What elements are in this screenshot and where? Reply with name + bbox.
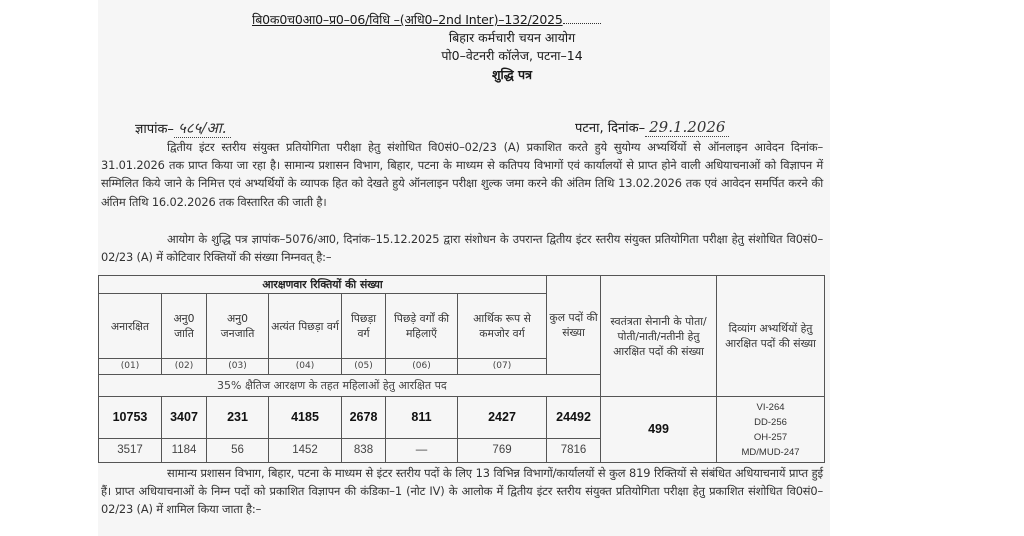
cell-value: 56 <box>207 439 269 463</box>
cell-value: 1184 <box>162 439 207 463</box>
total-header: कुल पदों की संख्या <box>547 276 601 375</box>
col-header-unreserved: अनारक्षित <box>99 294 162 359</box>
paragraph-text: आयोग के शुद्धि पत्र ज्ञापांक–5076/आ0, दिनांक–15.12.2025 द्वारा संशोधन के उपरान्त द्वितीय इंटर स्तरीय संयुक्त प्रतियोगिता परीक्षा हेतु संशोधित वि0सं0–02/23 (A) में कोटिवार रिक्तियों की संख्या निम्नवत् है:– <box>101 232 823 265</box>
cell-value: 10753 <box>99 397 162 439</box>
cell-value: 2678 <box>342 397 386 439</box>
divyang-vi: VI-264 <box>756 401 785 413</box>
memo-date-label: पटना, दिनांक– <box>575 121 646 136</box>
group-header: आरक्षणवार रिक्तियों की संख्या <box>99 276 547 294</box>
paragraph-text: सामान्य प्रशासन विभाग, बिहार, पटना के माध्यम से इंटर स्तरीय पदों के लिए 13 विभिन्न विभागों/कार्यालयों से कुल 819 रिक्तियों से संबंधित अधियाचनायें प्राप्त हुई हैं। प्राप्त अधियाचनाओं के निम्न पदों को प्रकाशित विज्ञापन की कंडिका–1 (नोट IV) के आलोक में द्वितीय इंटर स्तरीय संयुक्त प्रतियोगिता परीक्षा हेतु प्रकाशित संशोधित वि0सं0–02/23 (A) में शामिल किया जाता है:– <box>101 466 823 517</box>
cell-total: 7816 <box>547 439 601 463</box>
organization-name: बिहार कर्मचारी चयन आयोग <box>448 30 576 45</box>
col-header-ebc: अत्यंत पिछड़ा वर्ग <box>269 294 342 359</box>
col-code: (03) <box>207 359 269 375</box>
cell-value: — <box>386 439 458 463</box>
divyang-values <box>717 397 825 463</box>
col-header-bc-women: पिछड़े वर्गों की महिलाएँ <box>386 294 458 359</box>
memo-date-value: 29.1.2026 <box>645 118 729 137</box>
reference-number: बि0क0च0आ0–प्र0–06/विधि –(अधि0–2nd Inter)–132/2025 <box>252 11 601 28</box>
paragraph-text: द्वितीय इंटर स्तरीय संयुक्त प्रतियोगिता परीक्षा हेतु संशोधित वि0सं0–02/23 (A) प्रकाशित करते हुये सुयोग्य अभ्यर्थियों से ऑनलाइन आवेदन दिनांक–31.01.2026 तक प्राप्त किया जा रहा है। सामान्य प्रशासन विभाग, बिहार, पटना के माध्यम से कतिपय विभागों एवं कार्यालयों से प्राप्त होने वाली अधियाचनाओं को विज्ञापन में सम्मिलित किये जाने के निमित्त एवं अभ्यर्थियों के व्यापक हित को देखते हुये ऑनलाइन परीक्षा शुल्क जमा करने की अंतिम तिथि 13.02.2026 तक एवं आवेदन समर्पित करने की अंतिम तिथि 16.02.2026 तक विस्तारित की जाती है। <box>101 140 823 209</box>
cell-value: 811 <box>386 397 458 439</box>
memo-date <box>575 118 729 136</box>
col-code: (02) <box>162 359 207 375</box>
col-header-sc: अनु0 जाति <box>162 294 207 359</box>
dotted-line <box>563 13 601 24</box>
freedom-fighter-header: स्वतंत्रता सेनानी के पोता/पोती/नाती/नतीनी हेतु आरक्षित पदों की संख्या <box>601 276 717 397</box>
memo-number-value: ५८५/आ. <box>174 119 231 138</box>
col-header-ews: आर्थिक रूप से कमजोर वर्ग <box>458 294 547 359</box>
cell-value: 3407 <box>162 397 207 439</box>
cell-value: 769 <box>458 439 547 463</box>
cell-value: 231 <box>207 397 269 439</box>
col-code: (04) <box>269 359 342 375</box>
memo-number <box>135 118 231 138</box>
col-header-bc: पिछड़ा वर्ग <box>342 294 386 359</box>
organization-address: पो0–वेटनरी कॉलेज, पटना–14 <box>441 48 583 63</box>
vacancy-table <box>98 275 825 463</box>
divyang-dd: DD-256 <box>754 416 787 428</box>
cell-value: 3517 <box>99 439 162 463</box>
cell-value: 1452 <box>269 439 342 463</box>
paragraph-deadline-extension <box>101 138 823 211</box>
col-code: (06) <box>386 359 458 375</box>
table-row <box>99 397 825 439</box>
memo-number-label: ज्ञापांक– <box>135 122 174 137</box>
paragraph-category-intro <box>101 230 823 266</box>
divyang-oh: OH-257 <box>753 431 788 443</box>
col-code: (07) <box>458 359 547 375</box>
women-reservation-note: 35% क्षैतिज आरक्षण के तहत महिलाओं हेतु आरक्षित पद <box>99 375 601 397</box>
cell-value: 838 <box>342 439 386 463</box>
document-title: शुद्धि पत्र <box>491 67 533 82</box>
col-code: (05) <box>342 359 386 375</box>
cell-value: 4185 <box>269 397 342 439</box>
cell-value: 2427 <box>458 397 547 439</box>
col-header-st: अनु0 जनजाति <box>207 294 269 359</box>
col-code: (01) <box>99 359 162 375</box>
divyang-md: MD/MUD-247 <box>741 446 800 458</box>
divyang-header: दिव्यांग अभ्यर्थियों हेतु आरक्षित पदों की संख्या <box>717 276 825 397</box>
freedom-fighter-value: 499 <box>601 397 717 463</box>
cell-total: 24492 <box>547 397 601 439</box>
paragraph-requisitions <box>101 464 823 519</box>
